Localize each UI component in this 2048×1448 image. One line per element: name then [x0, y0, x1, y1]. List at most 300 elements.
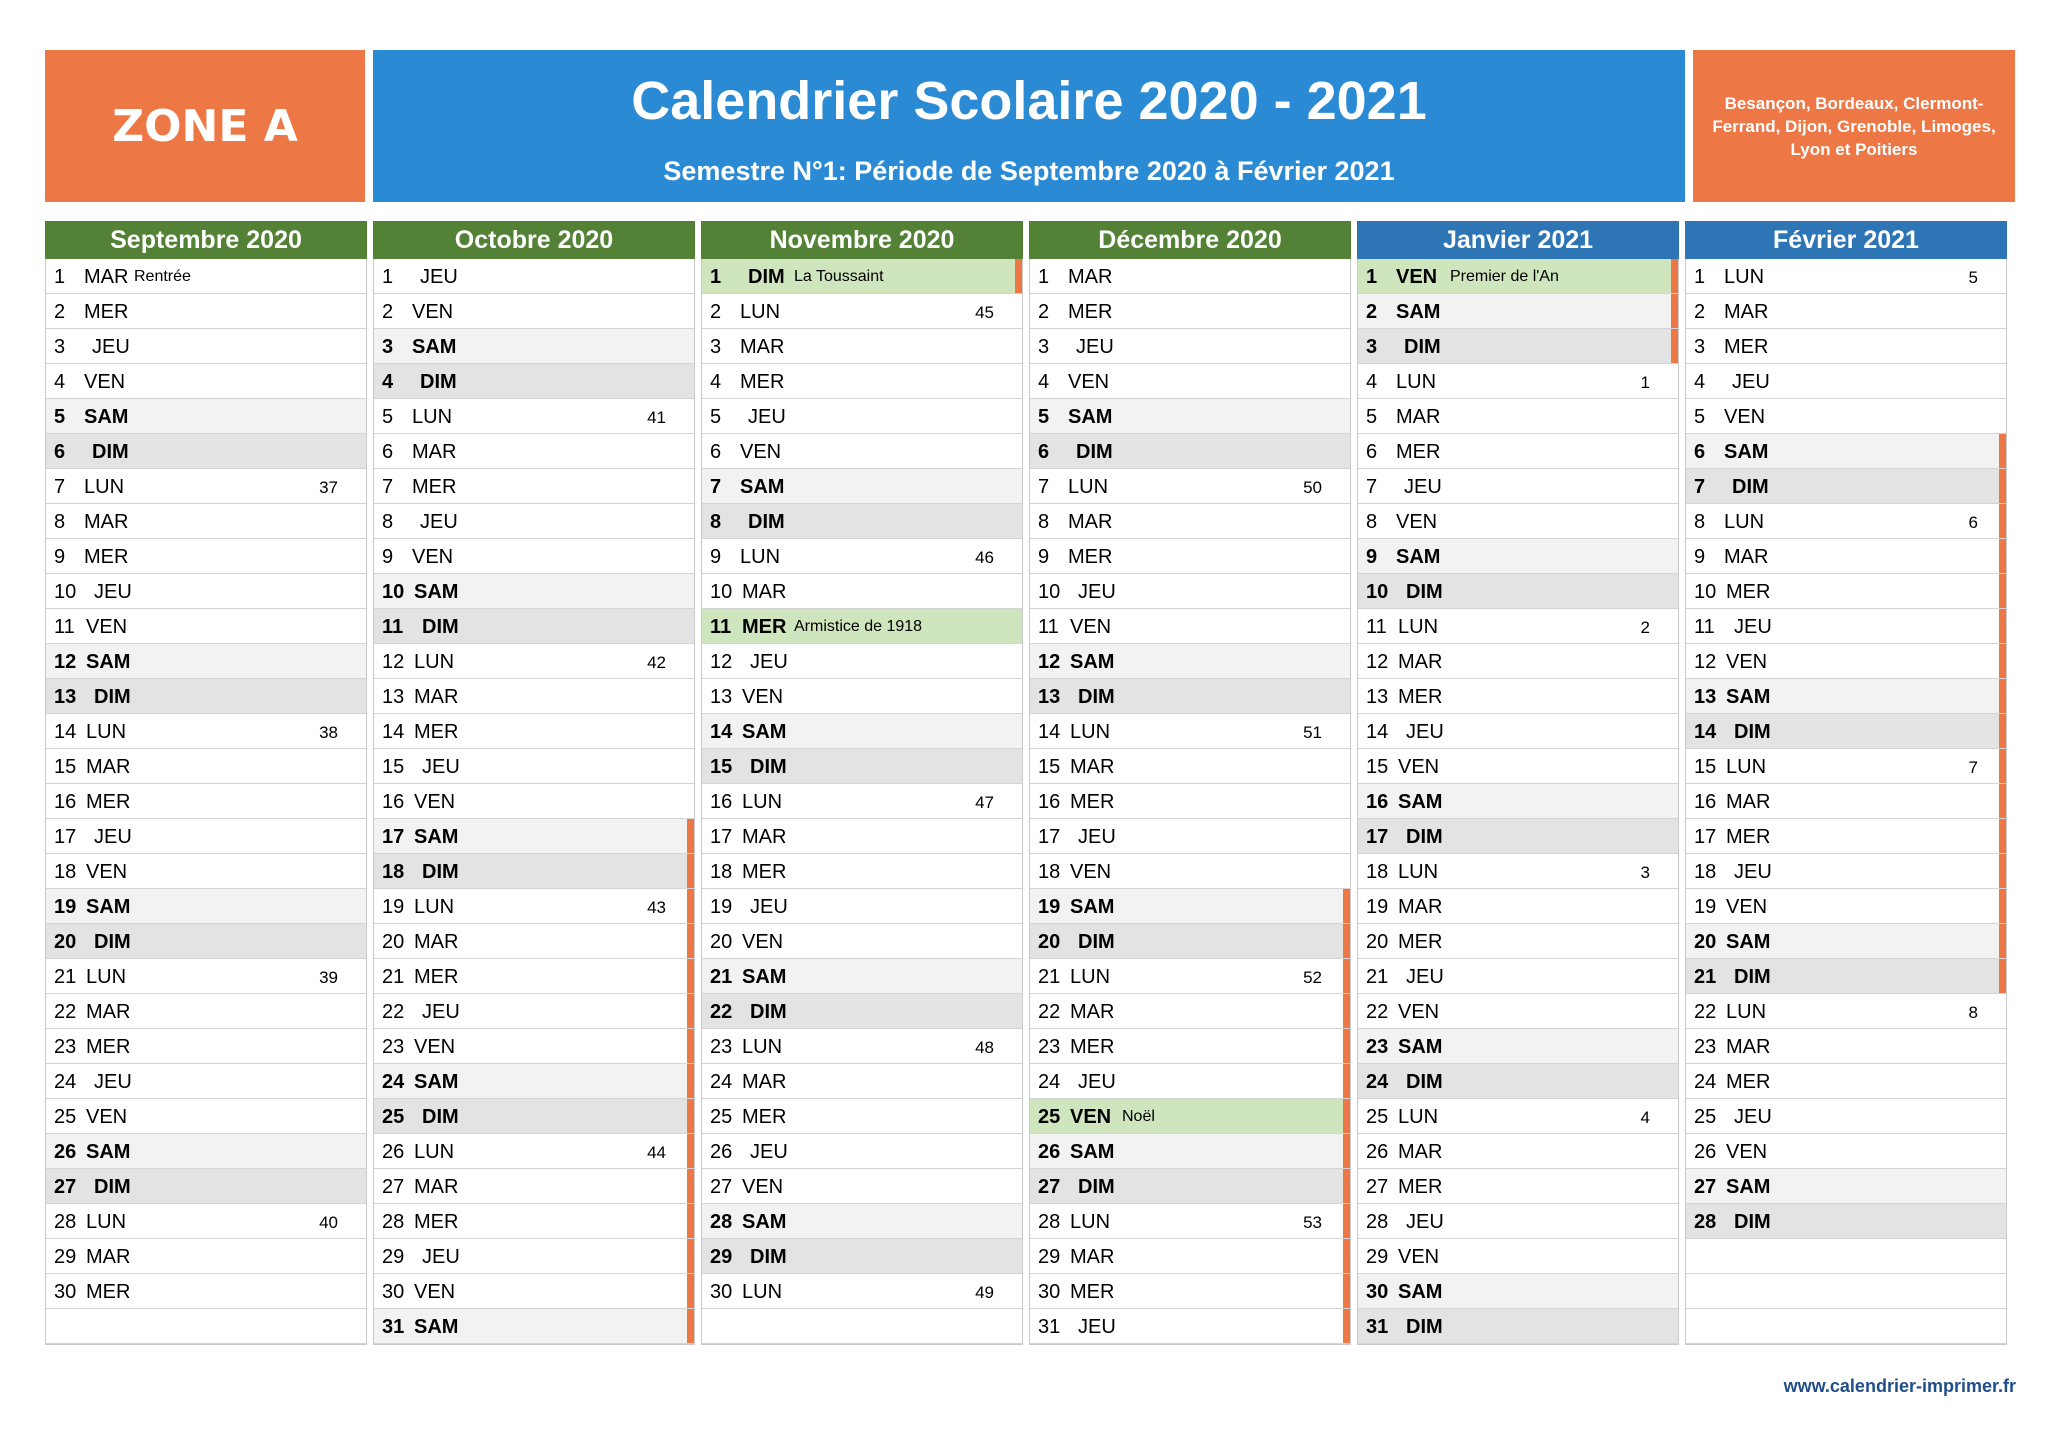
day-name: MER — [740, 371, 785, 393]
day-number: 15 — [1038, 756, 1061, 778]
day-row — [374, 609, 694, 644]
day-row — [1030, 819, 1350, 854]
day-number: 7 — [710, 476, 722, 498]
day-name: DIM — [422, 1106, 459, 1128]
day-name: LUN — [1070, 966, 1111, 988]
day-name: MER — [1398, 686, 1443, 708]
day-row — [1358, 259, 1678, 294]
vacation-marker — [1999, 609, 2006, 643]
week-number: 51 — [1303, 723, 1322, 742]
day-row — [374, 854, 694, 889]
vacation-marker — [1999, 749, 2006, 783]
day-row — [1030, 1134, 1350, 1169]
week-number: 4 — [1640, 1108, 1650, 1127]
day-number: 19 — [1038, 896, 1061, 918]
day-number: 6 — [1366, 441, 1378, 463]
day-number: 12 — [1366, 651, 1389, 673]
day-number: 11 — [1366, 616, 1387, 638]
day-number: 31 — [382, 1316, 405, 1338]
day-name: VEN — [86, 616, 128, 638]
day-number: 12 — [1694, 651, 1717, 673]
day-row — [46, 1134, 366, 1169]
day-name: JEU — [1078, 581, 1116, 603]
day-number: 8 — [1694, 511, 1706, 533]
day-number: 15 — [1366, 756, 1389, 778]
day-row — [46, 539, 366, 574]
day-row — [1030, 749, 1350, 784]
day-number: 20 — [54, 931, 77, 953]
day-row — [1686, 259, 2006, 294]
day-row — [374, 259, 694, 294]
week-number: 42 — [647, 653, 666, 672]
day-number: 30 — [710, 1281, 733, 1303]
day-number: 24 — [1038, 1071, 1061, 1093]
day-number: 16 — [54, 791, 77, 813]
zone-label: ZONE A — [45, 50, 365, 202]
day-name: SAM — [1396, 546, 1441, 568]
day-row — [46, 504, 366, 539]
day-name: SAM — [1398, 1281, 1443, 1303]
day-name: LUN — [1070, 1211, 1111, 1233]
day-name: DIM — [1406, 826, 1443, 848]
day-number: 24 — [710, 1071, 733, 1093]
day-name: VEN — [1070, 616, 1112, 638]
day-row — [1030, 959, 1350, 994]
day-number: 14 — [710, 721, 733, 743]
day-name: DIM — [94, 931, 131, 953]
day-number: 18 — [1366, 861, 1389, 883]
day-name: LUN — [414, 651, 455, 673]
day-row — [374, 329, 694, 364]
day-number: 2 — [1038, 301, 1050, 323]
day-name: VEN — [1398, 1246, 1440, 1268]
day-number: 23 — [382, 1036, 405, 1058]
day-name: LUN — [86, 966, 127, 988]
day-name: MER — [1070, 791, 1115, 813]
vacation-marker — [687, 1274, 694, 1308]
week-number: 5 — [1968, 268, 1978, 287]
day-row — [374, 469, 694, 504]
day-row — [46, 714, 366, 749]
day-row — [1686, 1169, 2006, 1204]
day-number: 25 — [54, 1106, 77, 1128]
vacation-marker — [1999, 959, 2006, 993]
day-name: JEU — [1078, 826, 1116, 848]
day-number: 6 — [382, 441, 394, 463]
day-name: VEN — [1726, 651, 1768, 673]
day-number: 11 — [382, 616, 404, 638]
day-name: SAM — [1398, 791, 1443, 813]
holiday-note: Noël — [1122, 1108, 1155, 1125]
day-name: SAM — [86, 896, 131, 918]
website-link[interactable]: www.calendrier-imprimer.fr — [1783, 1376, 2016, 1396]
day-row — [46, 329, 366, 364]
day-name: MAR — [1726, 1036, 1771, 1058]
day-name: MAR — [86, 1001, 131, 1023]
vacation-marker — [687, 1134, 694, 1168]
day-name: DIM — [420, 371, 457, 393]
day-number: 14 — [54, 721, 77, 743]
day-row — [1358, 329, 1678, 364]
day-row — [374, 364, 694, 399]
day-name: JEU — [1404, 476, 1442, 498]
day-name: DIM — [92, 441, 129, 463]
day-row — [374, 504, 694, 539]
vacation-marker — [687, 994, 694, 1028]
day-number: 15 — [54, 756, 77, 778]
day-row — [1030, 434, 1350, 469]
day-number: 18 — [54, 861, 77, 883]
day-number: 3 — [382, 336, 394, 358]
week-number: 40 — [319, 1213, 338, 1232]
day-number: 2 — [710, 301, 722, 323]
day-row — [1030, 889, 1350, 924]
day-row — [374, 889, 694, 924]
day-name: DIM — [748, 266, 785, 288]
day-number: 31 — [1038, 1316, 1061, 1338]
day-name: MAR — [84, 511, 129, 533]
day-name: MER — [742, 1106, 787, 1128]
day-number: 13 — [1366, 686, 1389, 708]
day-row — [1686, 1029, 2006, 1064]
day-row — [1686, 644, 2006, 679]
vacation-marker — [1015, 259, 1022, 293]
day-name: DIM — [1406, 1071, 1443, 1093]
day-name: MER — [1726, 826, 1771, 848]
day-number: 11 — [54, 616, 75, 638]
empty-row — [1686, 1309, 2006, 1344]
day-row — [1358, 504, 1678, 539]
day-name: MER — [1068, 301, 1113, 323]
day-row — [46, 749, 366, 784]
day-name: MAR — [86, 756, 131, 778]
day-row — [46, 259, 366, 294]
day-row — [1358, 469, 1678, 504]
day-row — [1030, 854, 1350, 889]
day-row — [1686, 574, 2006, 609]
day-row — [1686, 889, 2006, 924]
day-row — [46, 854, 366, 889]
week-number: 50 — [1303, 478, 1322, 497]
day-row — [374, 399, 694, 434]
day-row — [1358, 364, 1678, 399]
week-number: 47 — [975, 793, 994, 812]
day-name: MAR — [742, 1071, 787, 1093]
day-name: MAR — [1724, 546, 1769, 568]
day-name: SAM — [1726, 931, 1771, 953]
day-number: 21 — [1366, 966, 1389, 988]
day-name: VEN — [86, 1106, 128, 1128]
day-row — [1358, 539, 1678, 574]
day-number: 27 — [1366, 1176, 1389, 1198]
title-banner — [373, 50, 1685, 202]
day-number: 22 — [710, 1001, 733, 1023]
day-row — [702, 259, 1022, 294]
day-row — [1358, 749, 1678, 784]
day-name: JEU — [1734, 1106, 1772, 1128]
day-row — [374, 1169, 694, 1204]
day-name: MAR — [1070, 1246, 1115, 1268]
day-name: JEU — [1406, 966, 1444, 988]
day-row — [1030, 259, 1350, 294]
day-row — [46, 959, 366, 994]
day-row — [1686, 959, 2006, 994]
vacation-marker — [687, 1309, 694, 1343]
day-number: 4 — [1694, 371, 1706, 393]
day-number: 5 — [1366, 406, 1378, 428]
vacation-marker — [1999, 679, 2006, 713]
day-row — [1030, 1309, 1350, 1344]
holiday-note: Armistice de 1918 — [794, 618, 923, 635]
day-name: JEU — [750, 896, 788, 918]
day-number: 23 — [1038, 1036, 1061, 1058]
day-number: 19 — [1694, 896, 1717, 918]
week-number: 46 — [975, 548, 994, 567]
day-number: 20 — [1366, 931, 1389, 953]
day-row — [374, 749, 694, 784]
day-row — [1358, 1064, 1678, 1099]
vacation-marker — [1343, 1204, 1350, 1238]
day-name: DIM — [1076, 441, 1113, 463]
day-row — [374, 1274, 694, 1309]
vacation-marker — [1343, 924, 1350, 958]
day-row — [374, 294, 694, 329]
day-row — [1030, 1274, 1350, 1309]
vacation-marker — [1999, 889, 2006, 923]
day-number: 23 — [1366, 1036, 1389, 1058]
day-row — [1686, 539, 2006, 574]
day-number: 17 — [1038, 826, 1061, 848]
day-row — [1686, 819, 2006, 854]
day-row — [702, 1029, 1022, 1064]
day-name: DIM — [1734, 1211, 1771, 1233]
week-number: 45 — [975, 303, 994, 322]
day-row — [1358, 959, 1678, 994]
day-number: 30 — [1038, 1281, 1061, 1303]
day-number: 8 — [382, 511, 394, 533]
day-number: 14 — [1366, 721, 1389, 743]
day-name: JEU — [1078, 1071, 1116, 1093]
day-row — [702, 1099, 1022, 1134]
day-row — [1358, 1239, 1678, 1274]
month-header: Novembre 2020 — [701, 221, 1023, 259]
day-number: 4 — [1366, 371, 1378, 393]
day-name: SAM — [414, 581, 459, 603]
day-number: 7 — [382, 476, 394, 498]
day-name: JEU — [750, 1141, 788, 1163]
day-number: 25 — [710, 1106, 733, 1128]
day-row — [46, 609, 366, 644]
day-number: 15 — [1694, 756, 1717, 778]
day-row — [1358, 679, 1678, 714]
day-name: VEN — [414, 1281, 456, 1303]
day-row — [1030, 924, 1350, 959]
day-number: 29 — [1366, 1246, 1389, 1268]
holiday-note: Rentrée — [134, 268, 191, 285]
day-row — [702, 329, 1022, 364]
day-row — [1686, 994, 2006, 1029]
day-number: 14 — [1694, 721, 1717, 743]
day-number: 20 — [710, 931, 733, 953]
day-name: LUN — [1398, 616, 1439, 638]
vacation-marker — [1999, 574, 2006, 608]
day-row — [1686, 1134, 2006, 1169]
day-row — [1358, 889, 1678, 924]
day-row — [702, 819, 1022, 854]
day-row — [1358, 1309, 1678, 1344]
day-row — [1686, 364, 2006, 399]
day-row — [46, 1064, 366, 1099]
day-name: LUN — [742, 791, 783, 813]
page-subtitle: Semestre N°1: Période de Septembre 2020 à Février 2021 — [663, 156, 1395, 186]
day-number: 20 — [382, 931, 405, 953]
week-number: 37 — [319, 478, 338, 497]
day-row — [46, 819, 366, 854]
day-row — [1030, 399, 1350, 434]
day-name: MER — [414, 966, 459, 988]
day-row — [1358, 399, 1678, 434]
day-name: LUN — [84, 476, 125, 498]
day-number: 17 — [1366, 826, 1389, 848]
day-row — [1686, 714, 2006, 749]
day-row — [46, 1204, 366, 1239]
day-row — [374, 714, 694, 749]
day-number: 7 — [1694, 476, 1706, 498]
day-row — [374, 994, 694, 1029]
vacation-marker — [1999, 784, 2006, 818]
day-row — [374, 924, 694, 959]
vacation-marker — [1343, 1064, 1350, 1098]
day-row — [1358, 1134, 1678, 1169]
vacation-marker — [1999, 924, 2006, 958]
day-name: VEN — [414, 791, 456, 813]
week-number: 7 — [1968, 758, 1978, 777]
day-name: LUN — [86, 721, 127, 743]
day-number: 9 — [1366, 546, 1378, 568]
day-name: MAR — [1068, 266, 1113, 288]
day-name: DIM — [1406, 1316, 1443, 1338]
day-name: SAM — [414, 1071, 459, 1093]
day-name: LUN — [86, 1211, 127, 1233]
day-row — [702, 539, 1022, 574]
day-number: 4 — [1038, 371, 1050, 393]
day-number: 16 — [382, 791, 405, 813]
day-row — [1030, 504, 1350, 539]
vacation-marker — [1343, 1239, 1350, 1273]
day-number: 26 — [1038, 1141, 1061, 1163]
day-number: 19 — [382, 896, 405, 918]
day-number: 18 — [710, 861, 733, 883]
week-number: 41 — [647, 408, 666, 427]
day-number: 12 — [54, 651, 77, 673]
day-row — [702, 504, 1022, 539]
day-row — [702, 959, 1022, 994]
day-number: 29 — [710, 1246, 733, 1268]
day-number: 28 — [382, 1211, 405, 1233]
day-number: 22 — [382, 1001, 405, 1023]
day-name: JEU — [748, 406, 786, 428]
day-name: VEN — [1068, 371, 1110, 393]
day-name: JEU — [1406, 721, 1444, 743]
vacation-marker — [1671, 329, 1678, 363]
day-number: 6 — [1694, 441, 1706, 463]
month-header: Janvier 2021 — [1357, 221, 1679, 259]
day-number: 27 — [54, 1176, 77, 1198]
day-row — [702, 889, 1022, 924]
vacation-marker — [1343, 1029, 1350, 1063]
day-number: 5 — [1694, 406, 1706, 428]
day-number: 12 — [710, 651, 733, 673]
day-name: MAR — [1398, 1141, 1443, 1163]
day-row — [1030, 1064, 1350, 1099]
day-name: MAR — [742, 581, 787, 603]
week-number: 1 — [1640, 373, 1650, 392]
day-name: VEN — [86, 861, 128, 883]
day-row — [1358, 1029, 1678, 1064]
day-name: MAR — [412, 441, 457, 463]
day-number: 8 — [54, 511, 66, 533]
day-number: 21 — [1694, 966, 1717, 988]
day-row — [374, 574, 694, 609]
day-number: 6 — [54, 441, 66, 463]
day-name: DIM — [1078, 1176, 1115, 1198]
day-number: 10 — [1694, 581, 1717, 603]
day-number: 1 — [54, 266, 66, 288]
day-row — [1686, 329, 2006, 364]
vacation-marker — [1343, 1099, 1350, 1133]
day-name: JEU — [1078, 1316, 1116, 1338]
day-name: SAM — [742, 1211, 787, 1233]
day-name: VEN — [1396, 511, 1438, 533]
day-row — [1686, 504, 2006, 539]
day-number: 19 — [54, 896, 77, 918]
day-name: DIM — [1404, 336, 1441, 358]
day-number: 7 — [1038, 476, 1050, 498]
day-row — [1686, 609, 2006, 644]
day-row — [1030, 1029, 1350, 1064]
day-number: 16 — [1366, 791, 1389, 813]
day-name: VEN — [412, 546, 454, 568]
vacation-marker — [1999, 854, 2006, 888]
day-name: LUN — [1398, 861, 1439, 883]
day-row — [374, 784, 694, 819]
day-number: 21 — [382, 966, 405, 988]
day-row — [374, 1099, 694, 1134]
day-name: MAR — [1726, 791, 1771, 813]
day-name: VEN — [1398, 756, 1440, 778]
day-name: SAM — [86, 1141, 131, 1163]
day-name: MER — [84, 546, 129, 568]
day-name: JEU — [1732, 371, 1770, 393]
day-name: LUN — [740, 301, 781, 323]
day-number: 16 — [1038, 791, 1061, 813]
day-row — [1030, 294, 1350, 329]
month-column — [1357, 221, 1679, 1345]
day-row — [702, 854, 1022, 889]
day-row — [1358, 784, 1678, 819]
day-row — [1358, 574, 1678, 609]
empty-row — [46, 1309, 366, 1344]
day-row — [702, 1204, 1022, 1239]
day-number: 8 — [710, 511, 722, 533]
day-name: SAM — [742, 966, 787, 988]
day-name: MER — [86, 1281, 131, 1303]
day-number: 26 — [710, 1141, 733, 1163]
day-name: LUN — [1398, 1106, 1439, 1128]
day-name: SAM — [1398, 1036, 1443, 1058]
day-row — [1686, 854, 2006, 889]
day-row — [1030, 644, 1350, 679]
